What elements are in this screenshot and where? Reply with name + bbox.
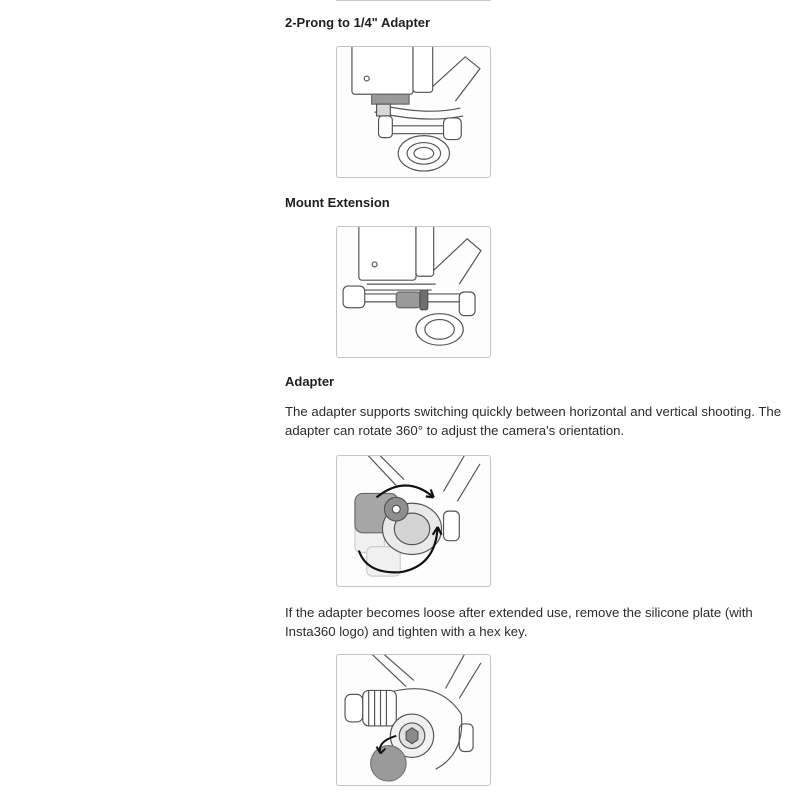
loose-adapter-instruction: If the adapter becomes loose after extended use, remove the silicone plate (with Insta360 logo) and tighten with a hex key. <box>285 605 753 639</box>
hex-key-icon <box>337 655 490 785</box>
section-heading-adapter: Adapter <box>285 374 335 389</box>
hex-key-tighten-illustration <box>336 654 491 786</box>
divider-rule <box>336 0 491 1</box>
adapter-description: The adapter supports switching quickly between horizontal and vertical shooting. The adapter can rotate 360° to adjust the camera's orientation. <box>285 404 782 438</box>
mount-extension-illustration <box>336 226 491 358</box>
mount-extension-icon <box>337 227 490 357</box>
section-heading-mount-extension: Mount Extension <box>285 195 390 210</box>
two-prong-adapter-illustration <box>336 46 491 178</box>
section-heading-2-prong-adapter: 2-Prong to 1/4" Adapter <box>285 15 431 30</box>
adapter-rotation-illustration <box>336 455 491 587</box>
two-prong-adapter-icon <box>337 47 490 177</box>
rotation-arrow-icon <box>337 456 490 586</box>
